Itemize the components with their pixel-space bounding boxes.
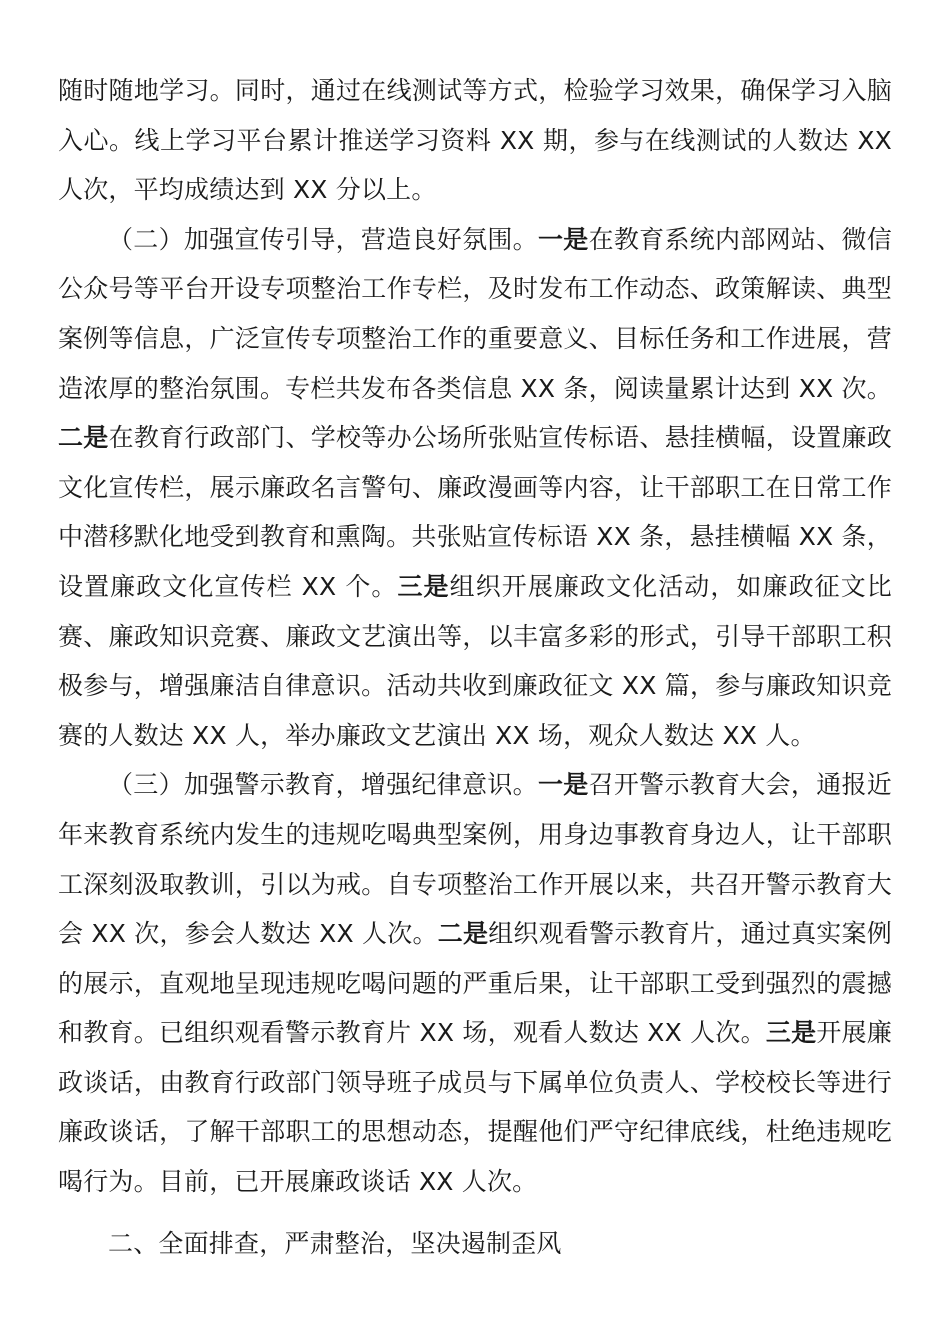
bold-marker-first: 一是 (537, 770, 589, 800)
paragraph-text: 随时随地学习。同时，通过在线测试等方式，检验学习效果，确保学习入脑入心。线上学习平台累计推送学习资料 XX 期，参与在线测试的人数达 XX 人次，平均成绩达到 XX 分以上。 (58, 76, 892, 205)
bold-marker-first: 一是 (537, 224, 589, 254)
section-lead: （三）加强警示教育，增强纪律意识。 (108, 770, 538, 800)
bold-marker-third: 三是 (397, 571, 450, 601)
paragraph-publicity-guidance (58, 215, 892, 761)
bold-marker-second: 二是 (437, 919, 489, 949)
document-body (58, 66, 892, 1268)
bold-marker-second: 二是 (58, 423, 109, 453)
section-lead: （二）加强宣传引导，营造良好氛围。 (108, 224, 538, 254)
paragraph-text: 组织开展廉政文化活动，如廉政征文比赛、廉政知识竞赛、廉政文艺演出等，以丰富多彩的形式，引导干部职工积极参与，增强廉洁自律意识。活动共收到廉政征文 XX 篇，参与廉政知识竞赛的人数达 XX 人，举办廉政文艺演出 XX 场，观众人数达 XX 人。 (58, 571, 892, 750)
paragraph-text: 开展廉政谈话，由教育行政部门领导班子成员与下属单位负责人、学校校长等进行廉政谈话，了解干部职工的思想动态，提醒他们严守纪律底线，杜绝违规吃喝行为。目前，已开展廉政谈话 XX 人次。 (58, 1018, 892, 1197)
paragraph-text: 召开警示教育大会，通报近年来教育系统内发生的违规吃喝典型案例，用身边事教育身边人，让干部职工深刻汲取教训，引以为戒。自专项整治工作开展以来，共召开警示教育大会 XX 次，参会人数达 XX 人次。 (58, 770, 892, 949)
paragraph-text: 在教育行政部门、学校等办公场所张贴宣传标语、悬挂横幅，设置廉政文化宣传栏，展示廉政名言警句、廉政漫画等内容，让干部职工在日常工作中潜移默化地受到教育和熏陶。共张贴宣传标语 XX 条，悬挂横幅 XX 条，设置廉政文化宣传栏 XX 个。 (58, 423, 893, 601)
paragraph-warning-education (58, 760, 892, 1206)
paragraph-online-learning (58, 66, 892, 215)
bold-marker-third: 三是 (765, 1018, 817, 1048)
paragraph-text: 在教育系统内部网站、微信公众号等平台开设专项整治工作专栏，及时发布工作动态、政策解读、典型案例等信息，广泛宣传专项整治工作的重要意义、目标任务和工作进展，营造浓厚的整治氛围。专栏共发布各类信息 XX 条，阅读量累计达到 XX 次。 (58, 224, 892, 403)
paragraph-text: 组织观看警示教育片，通过真实案例的展示，直观地呈现违规吃喝问题的严重后果，让干部职工受到强烈的震撼和教育。已组织观看警示教育片 XX 场，观看人数达 XX 人次。 (58, 919, 892, 1048)
section-heading: 二、全面排查，严肃整治，坚决遏制歪风 (108, 1228, 562, 1258)
